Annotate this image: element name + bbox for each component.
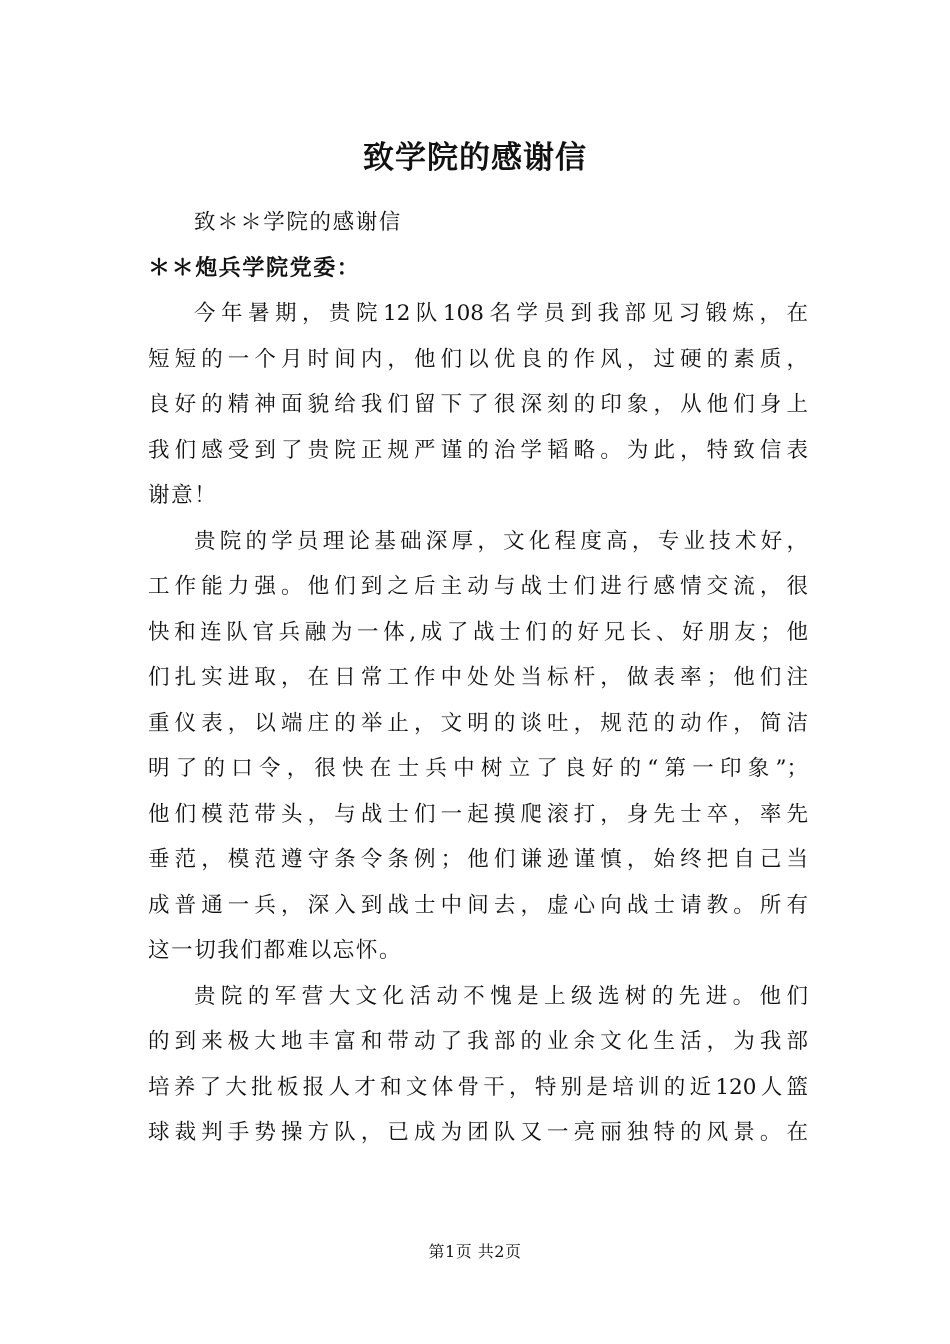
body-line-11: 明了的口令，很快在士兵中树立了良好的“第一印象”；	[148, 756, 808, 781]
body-line-9: 们扎实进取，在日常工作中处处当标杆，做表率；他们注	[148, 665, 808, 690]
body-line-1: 今年暑期，贵院12队108名学员到我部见习锻炼，在	[194, 301, 808, 326]
body-line-15: 这一切我们都难以忘怀。	[148, 938, 403, 963]
body-line-13: 垂范，模范遵守条令条例；他们谦逊谨慎，始终把自己当	[148, 847, 808, 872]
page-number-footer: 第1页 共2页	[428, 1242, 522, 1261]
body-line-4: 我们感受到了贵院正规严谨的治学韬略。为此，特致信表	[148, 437, 808, 463]
body-line-18: 培养了大批板报人才和文体骨干，特别是培训的近120人篮	[148, 1074, 808, 1100]
body-line-8: 快和连队官兵融为一体,成了战士们的好兄长、好朋友；他	[148, 619, 808, 645]
subtitle-line: 致＊＊学院的感谢信	[194, 210, 402, 235]
body-line-16: 贵院的军营大文化活动不愧是上级选树的先进。他们	[194, 983, 808, 1009]
body-line-7: 工作能力强。他们到之后主动与战士们进行感情交流，很	[148, 574, 808, 599]
body-line-5: 谢意！	[148, 483, 218, 508]
body-line-14: 成普通一兵，深入到战士中间去，虚心向战士请教。所有	[148, 892, 808, 918]
body-line-2: 短短的一个月时间内，他们以优良的作风，过硬的素质，	[148, 346, 808, 372]
body-line-6: 贵院的学员理论基础深厚，文化程度高，专业技术好，	[194, 528, 808, 554]
body-line-19: 球裁判手势操方队，已成为团队又一亮丽独特的风景。在	[148, 1120, 808, 1145]
body-line-17: 的到来极大地丰富和带动了我部的业余文化生活，为我部	[148, 1029, 808, 1054]
body-line-12: 他们模范带头，与战士们一起摸爬滚打，身先士卒，率先	[148, 801, 808, 827]
body-line-3: 良好的精神面貌给我们留下了很深刻的印象，从他们身上	[148, 392, 808, 417]
body-line-10: 重仪表，以端庄的举止，文明的谈吐，规范的动作，简洁	[148, 710, 808, 736]
document-body	[148, 200, 808, 1156]
document-title: 致学院的感谢信	[363, 140, 587, 176]
salutation-line: ＊＊炮兵学院党委：	[148, 254, 361, 281]
